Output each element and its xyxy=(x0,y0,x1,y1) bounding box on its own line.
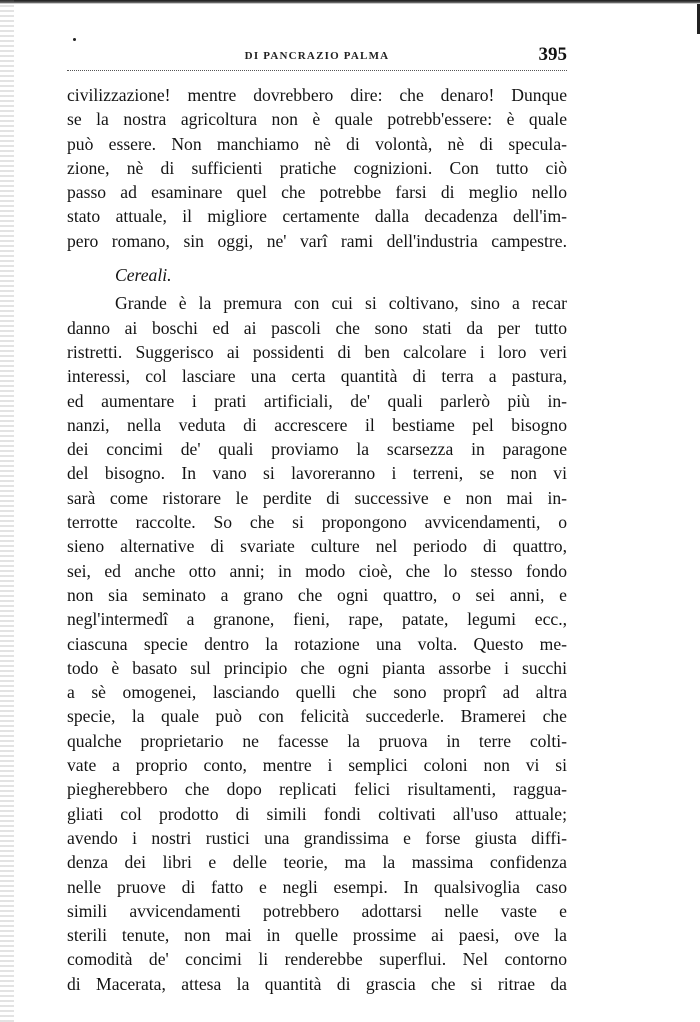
text-line: danno ai boschi ed ai pascoli che sono stati da per tutto xyxy=(67,317,567,338)
text-line: gliati col prodotto di simili fondi coltivati all'uso attuale; xyxy=(67,803,567,824)
text-line: vate a proprio conto, mentre i semplici coloni non vi si xyxy=(67,755,567,776)
text-line: comodità de' concimi li renderebbe superflui. Nel contorno xyxy=(67,949,567,970)
text-line: stato attuale, il migliore certamente dalla decadenza dell'im- xyxy=(67,206,567,227)
text-line: terrotte raccolte. So che si propongono avvicendamenti, o xyxy=(67,512,567,533)
text-line: sei, ed anche otto anni; in modo cioè, che lo stesso fondo xyxy=(67,560,567,581)
text-line: sterili tenute, non mai in quelle prossime ai paesi, ove la xyxy=(67,925,567,946)
text-line: negl'intermedî a granone, fieni, rape, patate, legumi ecc., xyxy=(67,609,567,630)
text-line: sieno alternative di svariate culture nel periodo di quattro, xyxy=(67,536,567,557)
text-line: nelle pruove di fatto e negli esempi. In qualsivoglia caso xyxy=(67,876,567,897)
page-number: 395 xyxy=(538,44,567,65)
text-line: todo è basato sul principio che ogni pianta assorbe i succhi xyxy=(67,657,567,678)
text-line: ciascuna specie dentro la rotazione una volta. Questo me- xyxy=(67,633,567,654)
header-rule xyxy=(67,70,567,71)
text-line: zione, nè di sufficienti pratiche cognizioni. Con tutto ciò xyxy=(67,157,567,178)
text-line: avendo i nostri rustici una grandissima e forse giusta diffi- xyxy=(67,827,567,848)
text-line: non sia seminato a grano che ogni quattro, o sei anni, e xyxy=(67,584,567,605)
text-line: simili avvicendamenti potrebbero adottarsi nelle vaste e xyxy=(67,900,567,921)
text-line: specie, la quale può con felicità succederle. Bramerei che xyxy=(67,706,567,727)
text-line: passo ad esaminare quel che potrebbe farsi di meglio nello xyxy=(67,182,567,203)
text-line: può essere. Non manchiamo nè di volontà, nè di specula- xyxy=(67,133,567,154)
text-line: di Macerata, attesa la quantità di grascia che si ritrae da xyxy=(67,973,567,994)
text-line: se la nostra agricoltura non è quale potrebb'essere: è quale xyxy=(67,109,567,130)
scan-edge-left xyxy=(0,0,14,1022)
text-line: Grande è la premura con cui si coltivano, sino a recar xyxy=(115,293,567,314)
text-line: dei concimi de' quali proviamo la scarsezza in paragone xyxy=(67,439,567,460)
ink-speck xyxy=(73,38,76,41)
text-line: pero romano, sin oggi, ne' varî rami dell'industria campestre. xyxy=(67,230,567,251)
paragraph-1 xyxy=(67,83,567,253)
text-line: del bisogno. In vano si lavoreranno i terreni, se non vi xyxy=(67,463,567,484)
text-line: interessi, col lasciare una certa quantità di terra a pastura, xyxy=(67,366,567,387)
text-line: nanzi, nella veduta di accrescere il bestiame pel bisogno xyxy=(67,414,567,435)
running-head xyxy=(67,44,567,68)
text-line: denza dei libri e delle teorie, ma la massima confidenza xyxy=(67,852,567,873)
text-line: qualche proprietario ne facesse la pruova in terre colti- xyxy=(67,730,567,751)
body-text xyxy=(67,83,567,996)
text-line: ed aumentare i prati artificiali, de' quali parlerò più in- xyxy=(67,390,567,411)
scan-edge-top xyxy=(0,0,700,4)
text-line: piegherebbero che dopo replicati felici risultamenti, ragguа- xyxy=(67,779,567,800)
paragraph-2 xyxy=(67,291,567,996)
text-line: civilizzazione! mentre dovrebbero dire: che denaro! Dunque xyxy=(67,85,567,105)
text-line: sarà come ristorare le perdite di successive e non mai in- xyxy=(67,487,567,508)
text-line: ristretti. Suggerisco ai possidenti di ben calcolare i loro veri xyxy=(67,341,567,362)
running-head-title: DI PANCRAZIO PALMA xyxy=(244,50,390,62)
section-heading: Cereali. xyxy=(115,265,172,286)
text-line: a sè omogenei, lasciando quelli che sono proprî ad altra xyxy=(67,682,567,703)
